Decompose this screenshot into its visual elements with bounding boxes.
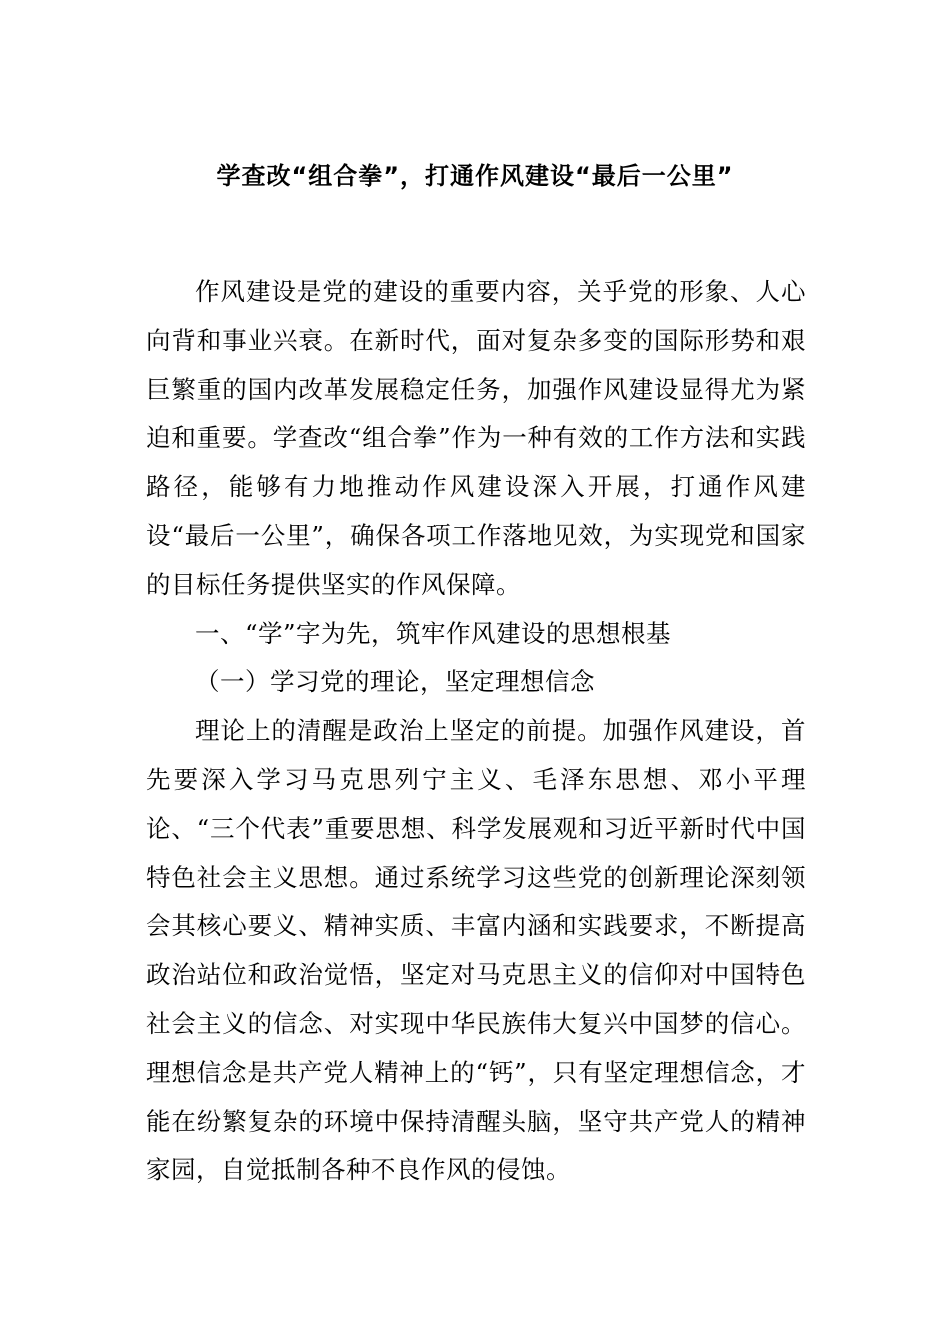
section-heading: 一、“学”字为先，筑牢作风建设的思想根基 [195, 618, 672, 648]
body-paragraph: 理论上的清醒是政治上坚定的前提。加强作风建设，首先要深入学习马克思列宁主义、毛泽东思想、邓小平理论、“三个代表”重要思想、科学发展观和习近平新时代中国特色社会主义思想。通过系统学习这些党的创新理论深刻领会其核心要义、精神实质、丰富内涵和实践要求，不断提高政治站位和政治觉悟，坚定对马克思主义的信仰对中国特色社会主义的信念、对实现中华民族伟大复兴中国梦的信心。理想信念是共产党人精神上的“钙”，只有坚定理想信念，才能在纷繁复杂的环境中保持清醒头脑，坚守共产党人的精神家园，自觉抵制各种不良作风的侵蚀。 [146, 716, 806, 1185]
document-body [146, 268, 806, 1195]
subsection-heading: （一）学习党的理论，坚定理想信念 [195, 667, 595, 697]
intro-paragraph: 作风建设是党的建设的重要内容，关乎党的形象、人心向背和事业兴衰。在新时代，面对复杂多变的国际形势和艰巨繁重的国内改革发展稳定任务，加强作风建设显得尤为紧迫和重要。学查改“组合拳”作为一种有效的工作方法和实践路径，能够有力地推动作风建设深入开展，打通作风建设“最后一公里”，确保各项工作落地见效，为实现党和国家的目标任务提供坚实的作风保障。 [146, 277, 806, 599]
document-title: 学查改“组合拳”，打通作风建设“最后一公里” [216, 162, 734, 190]
